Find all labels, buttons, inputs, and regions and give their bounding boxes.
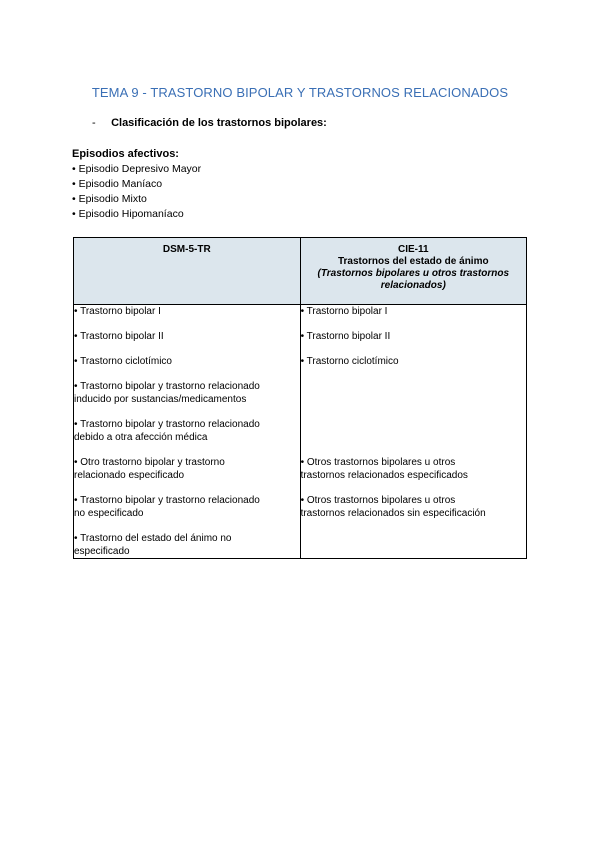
cie-entry: • Trastorno bipolar II <box>300 331 391 342</box>
episode-item: • Episodio Depresivo Mayor <box>72 163 202 175</box>
dsm-entry: • Trastorno del estado del ánimo no <box>74 533 232 544</box>
episode-item: • Episodio Hipomaníaco <box>72 208 184 220</box>
cie-header-subtitle: Trastornos del estado de ánimo <box>337 256 489 267</box>
episodes-block <box>72 147 201 222</box>
cie-entry: • Otros trastornos bipolares u otros <box>300 457 456 468</box>
cie-entry-cont <box>301 393 526 406</box>
episodes-heading: Episodios afectivos: <box>72 148 179 160</box>
dash-bullet: - <box>92 117 96 129</box>
cie-entry: • Trastorno bipolar I <box>300 306 388 317</box>
dsm-entry-cont: debido a otra afección médica <box>74 432 208 443</box>
table-header-row <box>74 238 527 305</box>
dsm-entry-cont: no especificado <box>74 508 144 519</box>
dsm-entry: • Trastorno bipolar I <box>74 306 161 317</box>
dsm-entry-cont: especificado <box>74 546 130 557</box>
episode-item: • Episodio Maníaco <box>72 178 163 190</box>
classification-table <box>73 237 527 559</box>
dsm-header-text: DSM-5-TR <box>162 244 211 255</box>
cie-entry <box>301 380 526 393</box>
dsm-entry: • Trastorno bipolar II <box>74 331 164 342</box>
episode-item: • Episodio Mixto <box>72 193 147 205</box>
cie-entry-cont: trastornos relacionados especificados <box>300 470 468 481</box>
dsm-column <box>74 305 301 559</box>
section-heading-text: Clasificación de los trastornos bipolares: <box>111 117 327 129</box>
dsm-entry: • Trastorno bipolar y trastorno relacionado <box>74 419 260 430</box>
cie-entry-cont <box>301 431 526 444</box>
cie-entry: • Otros trastornos bipolares u otros <box>300 495 456 506</box>
cie-entry-cont: trastornos relacionados sin especificación <box>300 508 486 519</box>
table-body-row <box>74 305 527 559</box>
cie-entry: • Trastorno ciclotímico <box>300 356 399 367</box>
section-heading <box>92 117 327 129</box>
dsm-entry-cont: inducido por sustancias/medicamentos <box>74 394 247 405</box>
dsm-entry-cont: relacionado especificado <box>74 470 185 481</box>
dsm-entry: • Trastorno bipolar y trastorno relacionado <box>74 381 260 392</box>
cie-column <box>300 305 526 559</box>
dsm-header <box>74 238 301 305</box>
cie-header-title: CIE-11 <box>398 244 429 255</box>
page-title: TEMA 9 - TRASTORNO BIPOLAR Y TRASTORNOS RELACIONADOS <box>91 85 509 100</box>
dsm-entry: • Otro trastorno bipolar y trastorno <box>74 457 225 468</box>
dsm-entry: • Trastorno ciclotímico <box>74 356 172 367</box>
cie-header-note: (Trastornos bipolares u otros trastornos relacionados) <box>317 268 510 291</box>
cie-header <box>300 238 526 305</box>
dsm-entry: • Trastorno bipolar y trastorno relacionado <box>74 495 260 506</box>
cie-entry <box>301 418 526 431</box>
